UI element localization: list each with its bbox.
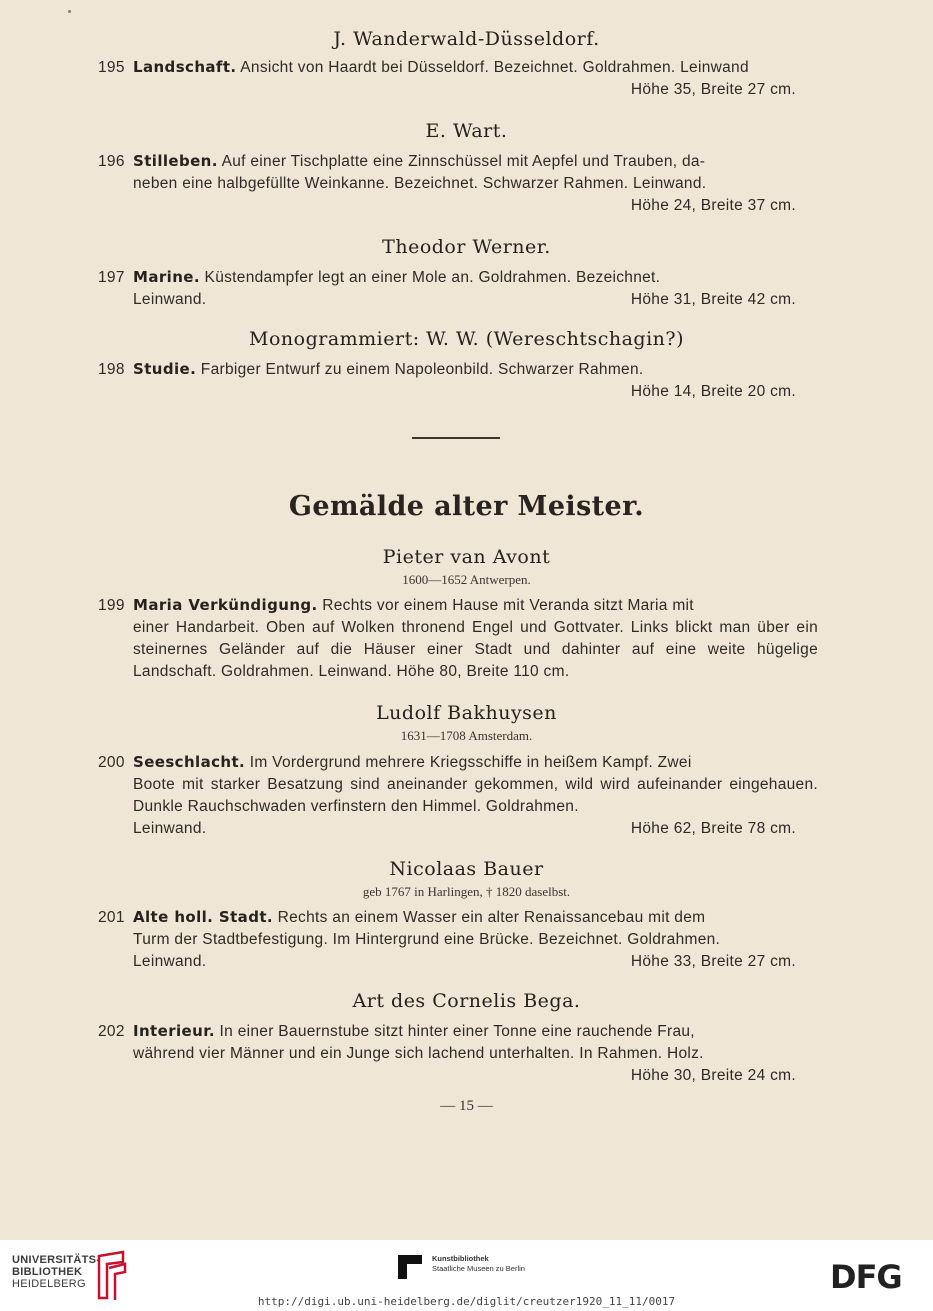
entry-number: 196 [98, 153, 125, 170]
entry-title: Maria Verkündigung. [133, 596, 318, 614]
entry-title: Studie. [133, 360, 197, 378]
divider-rule [412, 437, 500, 439]
dfg-logo[interactable]: DFG [830, 1258, 902, 1296]
entry-title: Landschaft. [133, 58, 237, 76]
artist-heading-wart: E. Wart. [425, 120, 508, 142]
entry-number: 199 [98, 597, 125, 614]
catalog-entry-202 [98, 1020, 818, 1087]
entry-title: Stilleben. [133, 152, 218, 170]
entry-number: 200 [98, 754, 125, 771]
artist-dates-bauer: geb 1767 in Harlingen, † 1820 daselbst. [362, 884, 571, 899]
entry-text: In einer Bauernstube sitzt hinter einer Tonne eine rauchende Frau, [214, 1023, 695, 1040]
entry-number: 202 [98, 1023, 125, 1040]
entry-text-continued: Turm der Stadtbefestigung. Im Hintergrund eine Brücke. Bezeichnet. Goldrahmen. [133, 931, 721, 948]
entry-text-last: Leinwand. [133, 953, 207, 970]
page-number: — 15 — [440, 1098, 493, 1114]
entry-number: 197 [98, 269, 125, 286]
entry-dimensions: Höhe 24, Breite 37 cm. [630, 197, 796, 214]
artist-heading-werner: Theodor Werner. [382, 236, 551, 258]
logo-line: UNIVERSITÄTS- [12, 1254, 101, 1266]
entry-number: 201 [98, 909, 125, 926]
artist-heading-bakhuysen: Ludolf Bakhuysen [376, 702, 557, 724]
artist-heading-wanderwald: J. Wanderwald-Düsseldorf. [333, 28, 600, 50]
artist-heading-bega: Art des Cornelis Bega. [352, 990, 581, 1012]
artist-heading-monogrammiert: Monogrammiert: W. W. (Wereschtschagin?) [249, 328, 684, 350]
artist-heading-avont: Pieter van Avont [382, 546, 551, 568]
entry-text-last: Leinwand. [133, 291, 207, 308]
entry-dimensions: Höhe 33, Breite 27 cm. [630, 953, 796, 970]
source-url-link[interactable]: http://digi.ub.uni-heidelberg.de/diglit/creutzer1920_11_11/0017 [257, 1295, 676, 1308]
entry-text: Ansicht von Haardt bei Düsseldorf. Bezeichnet. Goldrahmen. Leinwand [236, 59, 749, 76]
entry-text: Rechts an einem Wasser ein alter Renaissancebau mit dem [273, 909, 706, 926]
entry-text-continued: neben eine halbgefüllte Weinkanne. Bezeichnet. Schwarzer Rahmen. Leinwand. [133, 175, 707, 192]
kb-subtitle: Staatliche Museen zu Berlin [432, 1264, 525, 1273]
entry-text-continued: einer Handarbeit. Oben auf Wolken thronend Engel und Gottvater. Links blickt man über ein steinernes Geländer auf die Häuser einer Stadt und dahinter auf eine weite hügelige Landschaft. Goldrahmen. Leinwand. [133, 619, 818, 680]
entry-number: 195 [98, 59, 125, 76]
catalog-entry-200 [98, 751, 818, 840]
entry-text-continued: Boote mit starker Besatzung sind aneinander gekommen, wild wird aufeinander eingehauen. Dunkle Rauchschwaden verfinstern den Himmel. Goldrahmen. [133, 776, 818, 815]
logo-line: BIBLIOTHEK [12, 1266, 83, 1278]
entry-dimensions: Höhe 30, Breite 24 cm. [630, 1067, 796, 1084]
catalog-entry-195 [98, 56, 818, 101]
entry-text: Im Vordergrund mehrere Kriegsschiffe in heißem Kampf. Zwei [245, 754, 692, 771]
artist-dates-bakhuysen: 1631—1708 Amsterdam. [400, 728, 533, 743]
kb-name: Kunstbibliothek [432, 1254, 489, 1263]
university-library-logo[interactable] [12, 1254, 100, 1290]
footer-bar [0, 1240, 933, 1311]
entry-text-last: Leinwand. [133, 820, 207, 837]
entry-text-continued: während vier Männer und ein Junge sich lachend unterhalten. In Rahmen. Holz. [133, 1045, 704, 1062]
section-title: Gemälde alter Meister. [288, 491, 645, 522]
entry-dimensions: Höhe 31, Breite 42 cm. [630, 291, 796, 308]
entry-title: Seeschlacht. [133, 753, 246, 771]
entry-title: Interieur. [133, 1022, 215, 1040]
catalog-entry-199 [98, 594, 818, 683]
dust-speck [68, 10, 71, 13]
catalog-entry-196 [98, 150, 818, 217]
entry-title: Marine. [133, 268, 200, 286]
kunstbibliothek-icon [398, 1255, 422, 1279]
entry-dimensions: Höhe 62, Breite 78 cm. [630, 820, 796, 837]
entry-dimensions: Höhe 80, Breite 110 cm. [396, 663, 570, 680]
catalog-entry-197 [98, 266, 818, 311]
entry-dimensions: Höhe 14, Breite 20 cm. [630, 383, 796, 400]
entry-number: 198 [98, 361, 125, 378]
entry-text: Küstendampfer legt an einer Mole an. Goldrahmen. Bezeichnet. [199, 269, 661, 286]
artist-heading-bauer: Nicolaas Bauer [389, 858, 544, 880]
entry-title: Alte holl. Stadt. [133, 908, 274, 926]
entry-text: Farbiger Entwurf zu einem Napoleonbild. Schwarzer Rahmen. [196, 361, 644, 378]
entry-text: Rechts vor einem Hause mit Veranda sitzt Maria mit [317, 597, 694, 614]
logo-line: HEIDELBERG [12, 1278, 86, 1290]
catalog-entry-201 [98, 906, 818, 973]
artist-dates-avont: 1600—1652 Antwerpen. [402, 572, 531, 587]
catalog-entry-198 [98, 358, 818, 403]
entry-text: Auf einer Tischplatte eine Zinnschüssel mit Aepfel und Trauben, da- [217, 153, 706, 170]
entry-dimensions: Höhe 35, Breite 27 cm. [630, 81, 796, 98]
